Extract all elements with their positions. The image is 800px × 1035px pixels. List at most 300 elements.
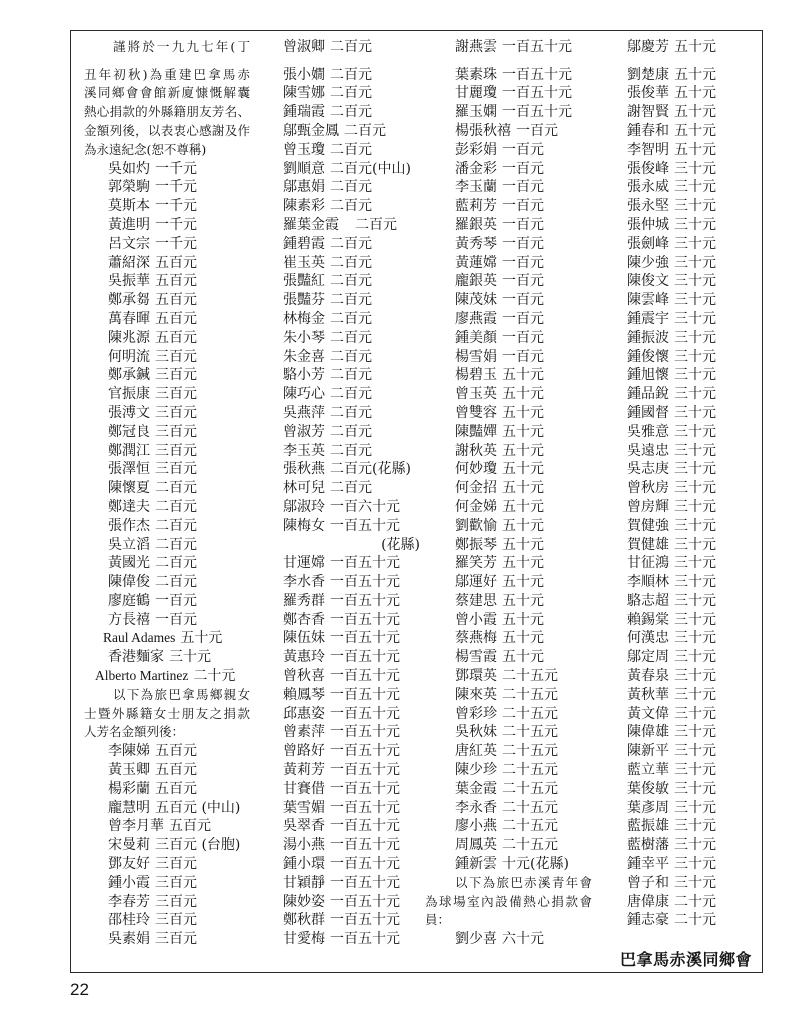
donation-amount: 三十元: [674, 367, 716, 384]
donor-row: [84, 310, 250, 329]
donor-row: [627, 611, 757, 630]
donation-amount: 二百元: [330, 141, 372, 158]
donor-row: [283, 667, 423, 686]
donor-row: [84, 742, 250, 761]
donor-name: 羅玉嫻: [455, 104, 497, 121]
donor-name: 陳伍妹: [283, 630, 325, 647]
donation-amount: 一百五十元: [502, 85, 572, 102]
donor-name: 鍾俊懷: [627, 348, 669, 365]
donor-row: [627, 141, 757, 160]
donor-name: 羅笑芳: [455, 555, 497, 572]
donor-row: [425, 460, 592, 479]
donor-name: 陳少強: [627, 254, 669, 271]
donor-name: 莫斯本: [108, 198, 150, 215]
donor-row: [425, 723, 592, 742]
donor-row: [283, 780, 423, 799]
donation-amount: 一百五十元: [330, 705, 400, 722]
donor-name: 呂文宗: [108, 235, 150, 252]
donor-row: [425, 930, 592, 949]
donor-row: [283, 272, 423, 291]
donation-amount: 五百元: [155, 310, 197, 327]
donor-name: 吳遠忠: [627, 442, 669, 459]
donor-row: [627, 348, 757, 367]
donation-amount: 二百元: [155, 574, 197, 591]
donation-amount: 五十元: [502, 536, 544, 553]
donation-amount: 一百五十元: [330, 912, 400, 929]
donor-name: 曾秋喜: [283, 668, 325, 685]
donor-row: [425, 103, 592, 122]
donor-name: 崔玉英: [283, 254, 325, 271]
donation-amount: 一百元: [502, 141, 544, 158]
donor-row: [84, 611, 250, 630]
donor-row: [283, 141, 423, 160]
donor-name: 甘征鴻: [627, 555, 669, 572]
donor-row: [627, 216, 757, 235]
paragraph-line: 以下為旅巴赤溪青年會: [455, 874, 592, 890]
donor-row: [627, 629, 757, 648]
donation-amount: 二十元: [674, 893, 716, 910]
donor-row: [84, 479, 250, 498]
donation-amount: 三十元: [674, 536, 716, 553]
donor-name: 黃文偉: [627, 705, 669, 722]
donation-amount: 二百元: [330, 66, 372, 83]
donor-row: [283, 216, 423, 235]
donation-amount: 五十元: [674, 66, 716, 83]
donor-name: 鍾瑞霞: [283, 104, 325, 121]
donation-amount: 五百元: [155, 273, 197, 290]
donor-name: 鍾旭懷: [627, 367, 669, 384]
donor-name: 陳妙姿: [283, 893, 325, 910]
donation-amount: 一百元: [502, 348, 544, 365]
donation-amount: 三百元: [155, 461, 197, 478]
donation-amount: 五十元: [502, 574, 544, 591]
donor-row: [627, 911, 757, 930]
donor-row: [283, 254, 423, 273]
donor-row: [283, 648, 423, 667]
donor-name: 張豔紅: [283, 273, 325, 290]
donor-row: [283, 310, 423, 329]
donor-name: 李玉蘭: [455, 179, 497, 196]
donation-amount: 一百五十元: [330, 574, 400, 591]
donation-amount: 二百元: [330, 254, 372, 271]
donor-row: [425, 648, 592, 667]
donor-row: [283, 178, 423, 197]
donor-row: [425, 573, 592, 592]
donor-row: [84, 423, 250, 442]
donation-amount: 一百五十元: [330, 780, 400, 797]
donor-name: 龐慧明: [108, 799, 150, 816]
donor-name: 賴鳳琴: [283, 686, 325, 703]
donor-name: 鍾小霞: [108, 874, 150, 891]
donor-name: 駱志超: [627, 592, 669, 609]
donation-amount: 一百五十元: [330, 668, 400, 685]
donor-row: [627, 686, 757, 705]
donor-name: 謝燕雲: [455, 38, 497, 55]
donation-amount: 二百元: [330, 85, 372, 102]
donation-amount: 一百元: [502, 235, 544, 252]
donation-amount: 三十元: [674, 423, 716, 440]
donor-row: [84, 404, 250, 423]
donation-amount: 二百元: [330, 104, 372, 121]
donation-amount: 三十元: [674, 442, 716, 459]
donation-amount: 三十元: [169, 649, 211, 666]
donation-amount: 三十元: [674, 498, 716, 515]
donor-name: 何明流: [108, 348, 150, 365]
donor-name: 賀健雄: [627, 536, 669, 553]
donation-amount: 五百元: [155, 329, 197, 346]
donation-amount: 三十元: [674, 517, 716, 534]
donor-name: 吳雅意: [627, 423, 669, 440]
paragraph-line: 士暨外縣籍女士朋友之捐款: [84, 705, 250, 721]
donor-name: 陳梅女: [283, 517, 325, 534]
donor-row: [283, 385, 423, 404]
paragraph-line: 丑年初秋)為重建巴拿馬赤: [84, 66, 250, 82]
donation-amount: 一百六十元: [330, 498, 400, 515]
donor-name: 彭彩娟: [455, 141, 497, 158]
donation-amount: 三百元: [155, 404, 197, 421]
donation-amount: 三百元: [155, 367, 197, 384]
donor-name: 黃玉卿: [108, 762, 150, 779]
donor-name: 鍾碧霞: [283, 235, 325, 252]
donor-name: 張作杰: [108, 517, 150, 534]
donation-amount: 一百五十元: [330, 818, 400, 835]
donation-amount: 五十元: [502, 461, 544, 478]
donation-amount: 一百五十元: [330, 799, 400, 816]
donation-amount: 三十元: [674, 574, 716, 591]
donation-amount: 三十元: [674, 179, 716, 196]
donor-row: [84, 799, 250, 818]
donation-amount: 二百元: [330, 404, 372, 421]
donor-name: 曾淑芳: [283, 423, 325, 440]
donation-amount: 三十元: [674, 310, 716, 327]
donor-name: 楊雪霞: [455, 649, 497, 666]
donor-name: 曾玉瓊: [283, 141, 325, 158]
donor-name: 張俊峰: [627, 160, 669, 177]
donor-name: 鄧友好: [108, 856, 150, 873]
donation-amount: 五十元: [502, 423, 544, 440]
donation-amount: 一百元: [502, 160, 544, 177]
donor-name: 邱惠姿: [283, 705, 325, 722]
donor-row: [425, 629, 592, 648]
donation-amount: 一千元: [155, 235, 197, 252]
donation-amount: 一百五十元: [502, 104, 572, 121]
donor-row: [627, 836, 757, 855]
donor-name: 甘運嫦: [283, 555, 325, 572]
donor-row: [283, 423, 423, 442]
donation-amount: 三十元: [674, 724, 716, 741]
donor-name: 鄔甄金鳳: [283, 122, 339, 139]
donation-amount: 二十元: [193, 668, 236, 685]
donor-row: [627, 667, 757, 686]
donation-amount: 二百元(花縣): [330, 461, 411, 478]
donor-row: [425, 611, 592, 630]
donor-row: [283, 611, 423, 630]
donor-name: 鍾幸平: [627, 856, 669, 873]
paragraph-line: 溪同鄉會會館新廈慷慨解囊: [84, 85, 250, 101]
donor-row: [84, 817, 250, 836]
donor-name: 羅銀英: [455, 216, 497, 233]
donor-row: [283, 498, 423, 517]
donation-amount: 三十元: [674, 160, 716, 177]
donation-amount: 三百元: [155, 856, 197, 873]
donation-amount: 十元(花縣): [502, 856, 569, 873]
donor-name: 鄭秋群: [283, 912, 325, 929]
donor-name: 黃莉芳: [283, 762, 325, 779]
donor-row: [425, 254, 592, 273]
donor-row: [627, 855, 757, 874]
donor-row: [627, 536, 757, 555]
donor-name: 吳立滔: [108, 536, 150, 553]
donor-row: [425, 84, 592, 103]
donor-name: 陳少珍: [455, 762, 497, 779]
donor-name: 曾玉英: [455, 386, 497, 403]
donor-name: 劉順意: [283, 160, 325, 177]
donation-amount: 三十元: [674, 856, 716, 873]
donor-name: 葉金霞: [455, 780, 497, 797]
donor-name: 甘麗瓊: [455, 85, 497, 102]
donor-row: [84, 855, 250, 874]
donor-row: [627, 592, 757, 611]
donor-row: [425, 348, 592, 367]
donor-name: 鍾美顏: [455, 329, 497, 346]
donor-row: [84, 235, 250, 254]
donor-name: 黃進明: [108, 216, 150, 233]
donor-row: [627, 254, 757, 273]
donation-amount: 五十元: [502, 630, 544, 647]
donation-amount: 一百元: [155, 592, 197, 609]
donor-name: 朱小琴: [283, 329, 325, 346]
donor-name: 陳俊文: [627, 273, 669, 290]
donor-row: [283, 517, 423, 536]
donor-name: 葉素珠: [455, 66, 497, 83]
donor-row: [425, 423, 592, 442]
donor-row: [283, 686, 423, 705]
donor-name: 吳如灼: [108, 160, 150, 177]
donation-amount: 三十元: [674, 348, 716, 365]
donation-amount: 五十元: [674, 38, 716, 55]
donation-amount: 二百元: [330, 329, 372, 346]
donation-amount: 二十五元: [502, 780, 558, 797]
donor-name: 黃蓮嫦: [455, 254, 497, 271]
donor-name: 藍振雄: [627, 818, 669, 835]
donor-row: [425, 160, 592, 179]
donor-name: 張秋燕: [283, 461, 325, 478]
donation-amount: 二百元: [330, 179, 372, 196]
donor-row: [627, 178, 757, 197]
donor-row: [283, 235, 423, 254]
donor-name: 藍樹藩: [627, 837, 669, 854]
donation-amount: 三十元: [674, 235, 716, 252]
donation-amount: 五十元: [502, 404, 544, 421]
donation-amount: 二百元: [355, 216, 397, 233]
donation-amount: 三百元 (台胞): [155, 837, 241, 854]
donation-amount: 三十元: [674, 386, 716, 403]
donation-amount: 二百元: [155, 555, 197, 572]
donor-row: [627, 103, 757, 122]
donor-row: [627, 329, 757, 348]
donor-name: 鍾振波: [627, 329, 669, 346]
donor-name: 陳來英: [455, 686, 497, 703]
donor-name: 李春芳: [108, 893, 150, 910]
donor-row: [425, 517, 592, 536]
donor-row: [627, 498, 757, 517]
donor-name: 鄔淑玲: [283, 498, 325, 515]
donation-amount: 一百五十元: [330, 611, 400, 628]
donation-amount: 三十元: [674, 837, 716, 854]
donor-name: 鍾志豪: [627, 912, 669, 929]
donor-name: 何金招: [455, 480, 497, 497]
donor-row: [283, 629, 423, 648]
donation-amount: 一百五十元: [330, 762, 400, 779]
donor-row: [84, 629, 250, 648]
donor-row: [627, 761, 757, 780]
donor-row: [627, 197, 757, 216]
donor-row: [283, 592, 423, 611]
donor-row: [425, 799, 592, 818]
donation-amount: 三百元: [155, 423, 197, 440]
donor-row: [283, 404, 423, 423]
donor-row: [283, 836, 423, 855]
donor-name: 賴錫棠: [627, 611, 669, 628]
donor-name: 曾子和: [627, 874, 669, 891]
donor-row: [425, 197, 592, 216]
donor-name: 陳新平: [627, 743, 669, 760]
donor-row: [425, 235, 592, 254]
donation-amount: 一百元: [502, 254, 544, 271]
donor-row: [425, 817, 592, 836]
donation-amount: 二十五元: [502, 799, 558, 816]
donor-row: [84, 272, 250, 291]
donor-name: 李順林: [627, 574, 669, 591]
donor-row: [283, 291, 423, 310]
donation-amount: 三十元: [674, 818, 716, 835]
donor-row: [627, 404, 757, 423]
donor-row: [283, 66, 423, 85]
donor-row: [283, 554, 423, 573]
donor-name: 李永香: [455, 799, 497, 816]
donor-name: 駱小芳: [283, 367, 325, 384]
donor-row: [283, 103, 423, 122]
donor-name: 陳雪娜: [283, 85, 325, 102]
donation-amount: 二百元: [330, 292, 372, 309]
donation-amount: 五百元: [169, 818, 211, 835]
donor-row: [627, 385, 757, 404]
donation-amount: 五十元: [502, 386, 544, 403]
paragraph-line: 人芳名金額列後：: [84, 724, 185, 740]
donor-name: 官振康: [108, 386, 150, 403]
donor-name: 黃秋華: [627, 686, 669, 703]
donor-row: [84, 385, 250, 404]
paragraph-line: 謹將於一九九七年(丁: [113, 38, 250, 54]
donor-name: 邵桂玲: [108, 912, 150, 929]
donor-name: 劉少喜: [455, 931, 497, 948]
donation-amount: 一百五十元: [330, 517, 400, 534]
donation-amount: 一百五十元: [330, 743, 400, 760]
donation-amount: 五百元: [155, 292, 197, 309]
donor-column-3: [425, 38, 592, 949]
donor-row: [84, 667, 250, 686]
donor-name: 陳懷夏: [108, 480, 150, 497]
donor-name: 張永堅: [627, 198, 669, 215]
donor-name: 朱金喜: [283, 348, 325, 365]
donation-amount: 五十元: [502, 480, 544, 497]
donor-row: [627, 893, 757, 912]
donation-amount: 三百元: [155, 348, 197, 365]
donor-row: [84, 498, 250, 517]
donor-row: [425, 310, 592, 329]
donor-row: [425, 780, 592, 799]
donor-name: 鄔運好: [455, 574, 497, 591]
donor-row: [283, 911, 423, 930]
donation-amount: 五十元: [674, 122, 716, 139]
donation-amount: 二百元: [330, 310, 372, 327]
donation-amount: 五百元: [155, 762, 197, 779]
donor-row: [283, 817, 423, 836]
donor-row: [283, 197, 423, 216]
donation-amount: 三百元: [155, 893, 197, 910]
donor-name: 李智明: [627, 141, 669, 158]
donation-amount: 一百五十元: [330, 630, 400, 647]
donation-amount: 三十元: [674, 874, 716, 891]
donor-name: 鍾小環: [283, 856, 325, 873]
donation-amount: 三百元: [155, 386, 197, 403]
donor-name: 曾房輝: [627, 498, 669, 515]
donation-amount: 二十五元: [502, 705, 558, 722]
donor-name: 曾彩珍: [455, 705, 497, 722]
donor-row: [84, 160, 250, 179]
paragraph-line: 為球場室內設備熱心捐款會: [425, 893, 592, 909]
donation-amount: 一百元: [502, 216, 544, 233]
donation-amount: 五十元: [674, 85, 716, 102]
donor-name: 謝秋英: [455, 442, 497, 459]
donor-name: 何妙瓊: [455, 461, 497, 478]
donation-amount: 二十五元: [502, 724, 558, 741]
donor-row: [84, 254, 250, 273]
donation-amount: 一百元: [502, 292, 544, 309]
donation-amount: 三十元: [674, 780, 716, 797]
donation-amount: 二十五元: [502, 762, 558, 779]
donation-amount: 一千元: [155, 179, 197, 196]
donation-amount: 五十元: [502, 442, 544, 459]
donor-row: [283, 893, 423, 912]
donation-amount: 二百元: [330, 38, 372, 55]
donation-amount: 二十五元: [502, 837, 558, 854]
donor-name: 葉雪媚: [283, 799, 325, 816]
donation-amount: 三十元: [674, 254, 716, 271]
donor-row: [283, 479, 423, 498]
donation-amount: 一百五十元: [330, 874, 400, 891]
association-signature: 巴拿馬赤溪同鄉會: [620, 950, 753, 969]
donor-row: [283, 742, 423, 761]
donation-amount: 一百五十元: [330, 893, 400, 910]
donation-amount: 五十元: [674, 104, 716, 121]
paragraph-line: 金額列後，以表衷心感謝及作: [84, 122, 250, 138]
donor-name: 陳素彩: [283, 198, 325, 215]
donor-name: 龐銀英: [455, 273, 497, 290]
donor-name: 劉歡愉: [455, 517, 497, 534]
donor-name: 甘愛梅: [283, 931, 325, 948]
donation-amount: 三十元: [674, 198, 716, 215]
donor-name: 張劍峰: [627, 235, 669, 252]
donor-name: 鄭冠良: [108, 423, 150, 440]
donor-row: [627, 705, 757, 724]
donor-name: 陳雲峰: [627, 292, 669, 309]
donor-row: [627, 517, 757, 536]
donation-amount: 三十元: [674, 611, 716, 628]
donation-amount: 二百元: [155, 480, 197, 497]
donor-name: 蔡建思: [455, 592, 497, 609]
donation-amount: 三十元: [674, 461, 716, 478]
